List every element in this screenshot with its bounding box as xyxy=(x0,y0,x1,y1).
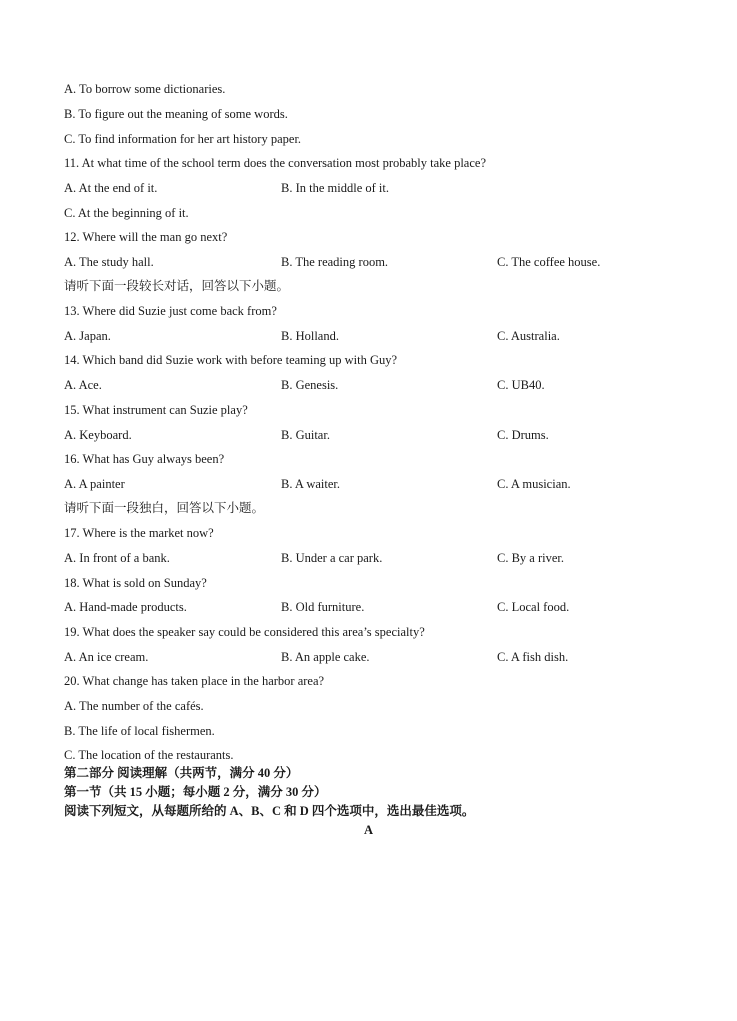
question-11: 11. At what time of the school term does the conversation most probably take place? xyxy=(64,156,486,170)
q10-option-c: C. To find information for her art history paper. xyxy=(64,132,302,146)
question-19: 19. What does the speaker say could be considered this area’s specialty? xyxy=(64,625,425,639)
q11-option-b: B. In the middle of it. xyxy=(281,181,389,195)
q20-option-a: A. The number of the cafés. xyxy=(64,699,204,713)
question-20: 20. What change has taken place in the harbor area? xyxy=(64,674,325,688)
section-instruction-dialogue: 请听下面一段较长对话，回答以下小题。 xyxy=(64,279,290,293)
q13-option-c: C. Australia. xyxy=(497,329,560,343)
part-two-heading: 第二部分 阅读理解（共两节，满分 40 分） xyxy=(64,766,299,780)
question-15: 15. What instrument can Suzie play? xyxy=(64,403,248,417)
q20-option-c: C. The location of the restaurants. xyxy=(64,748,234,762)
reading-instruction: 阅读下列短文，从每题所给的 A、B、C 和 D 四个选项中，选出最佳选项。 xyxy=(64,804,475,818)
question-17: 17. Where is the market now? xyxy=(64,526,214,540)
q11-option-c: C. At the beginning of it. xyxy=(64,206,189,220)
q14-option-a: A. Ace. xyxy=(64,378,102,392)
q19-option-c: C. A fish dish. xyxy=(497,650,569,664)
passage-label: A xyxy=(363,823,374,837)
question-16: 16. What has Guy always been? xyxy=(64,452,225,466)
q16-option-a: A. A painter xyxy=(64,477,125,491)
section-one-heading: 第一节（共 15 小题；每小题 2 分，满分 30 分） xyxy=(64,785,327,799)
section-instruction-monologue: 请听下面一段独白，回答以下小题。 xyxy=(64,501,265,515)
q17-option-c: C. By a river. xyxy=(497,551,565,565)
q20-option-b: B. The life of local fishermen. xyxy=(64,724,215,738)
q19-option-a: A. An ice cream. xyxy=(64,650,149,664)
q10-option-b: B. To figure out the meaning of some words. xyxy=(64,107,288,121)
question-13: 13. Where did Suzie just come back from? xyxy=(64,304,277,318)
q14-option-c: C. UB40. xyxy=(497,378,545,392)
q16-option-b: B. A waiter. xyxy=(281,477,341,491)
question-14: 14. Which band did Suzie work with before teaming up with Guy? xyxy=(64,353,398,367)
q13-option-b: B. Holland. xyxy=(281,329,339,343)
q15-option-b: B. Guitar. xyxy=(281,428,330,442)
q15-option-a: A. Keyboard. xyxy=(64,428,132,442)
q16-option-c: C. A musician. xyxy=(497,477,571,491)
q18-option-b: B. Old furniture. xyxy=(281,600,365,614)
q17-option-b: B. Under a car park. xyxy=(281,551,383,565)
q18-option-a: A. Hand-made products. xyxy=(64,600,187,614)
q10-option-a: A. To borrow some dictionaries. xyxy=(64,82,226,96)
q12-option-a: A. The study hall. xyxy=(64,255,154,269)
q17-option-a: A. In front of a bank. xyxy=(64,551,170,565)
q14-option-b: B. Genesis. xyxy=(281,378,339,392)
q19-option-b: B. An apple cake. xyxy=(281,650,370,664)
q11-option-a: A. At the end of it. xyxy=(64,181,158,195)
q15-option-c: C. Drums. xyxy=(497,428,549,442)
q12-option-b: B. The reading room. xyxy=(281,255,389,269)
question-18: 18. What is sold on Sunday? xyxy=(64,576,207,590)
q12-option-c: C. The coffee house. xyxy=(497,255,601,269)
question-12: 12. Where will the man go next? xyxy=(64,230,228,244)
q18-option-c: C. Local food. xyxy=(497,600,570,614)
q13-option-a: A. Japan. xyxy=(64,329,111,343)
